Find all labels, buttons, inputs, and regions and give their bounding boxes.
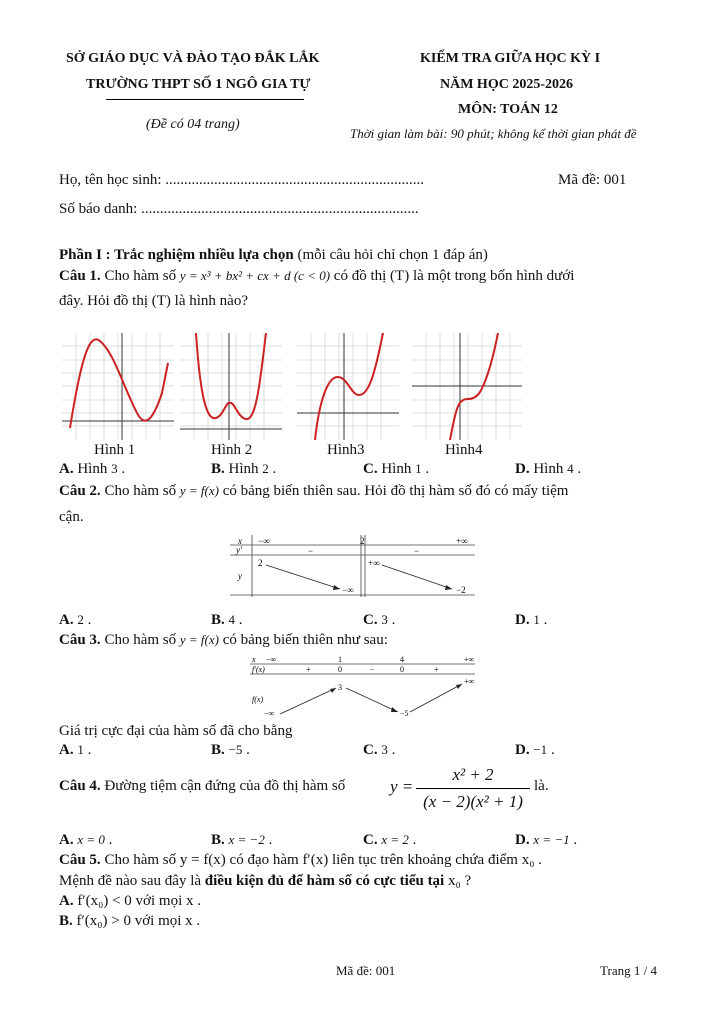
q4-option-a[interactable]: A. x = 0 . <box>59 832 113 848</box>
subject: MÔN: TOÁN 12 <box>458 102 558 117</box>
q2-right-top: +∞ <box>368 558 380 568</box>
graph-caption-4: Hình4 <box>445 442 483 458</box>
q3-sign-2: − <box>370 665 375 674</box>
q3-x-label: x <box>252 656 256 664</box>
q2-two: 2 <box>360 536 365 546</box>
q3-fx-label: f(x) <box>252 695 264 704</box>
q5-option-b[interactable]: B. f′(x₀) > 0 với mọi x . <box>59 913 201 929</box>
q3-neg-inf: −∞ <box>266 656 277 664</box>
q3-pos-inf: +∞ <box>464 656 475 664</box>
graph-caption-2: Hình 2 <box>211 442 253 458</box>
q2-option-a[interactable]: A. 2 . <box>59 612 92 628</box>
q1-graph-3 <box>297 333 399 440</box>
q2-x-label: x <box>238 536 242 546</box>
student-id-field: Số báo danh: .......................................................................... <box>59 201 419 217</box>
q2-stem: Câu 2. Cho hàm số y = f(x) có bảng biến thiên sau. Hỏi đồ thị hàm số đó có mấy tiệm <box>59 483 569 499</box>
q1-graph-1 <box>62 333 174 440</box>
q2-variation-table <box>230 535 475 597</box>
q3-sign-1: + <box>306 665 311 674</box>
q2-left-bottom: −∞ <box>342 585 354 595</box>
q3-option-d[interactable]: D. −1 . <box>515 742 555 758</box>
q4-tail: là. <box>534 778 549 794</box>
q3-fx-left: −∞ <box>264 709 275 718</box>
exam-code: Mã đề: 001 <box>558 172 627 188</box>
q2-left-top: 2 <box>258 558 263 568</box>
q2-neg-inf: −∞ <box>258 536 270 546</box>
q1-graph-4 <box>412 333 522 440</box>
q4-y: y = <box>390 777 414 796</box>
school-name: TRƯỜNG THPT SỐ 1 NGÔ GIA TỰ <box>86 77 311 92</box>
pages-note: (Đề có 04 trang) <box>146 117 240 132</box>
q3-fx-right: +∞ <box>464 677 475 686</box>
q3-option-b[interactable]: B. −5 . <box>211 742 250 758</box>
q4-option-b[interactable]: B. x = −2 . <box>211 832 273 848</box>
q1-stem: Câu 1. Cho hàm số y = x³ + bx² + cx + d (c < 0) có đồ thị (T) là một trong bốn hình dưới <box>59 268 575 284</box>
q3-x1: 1 <box>338 656 342 664</box>
q4-stem: Câu 4. Đường tiệm cận đứng của đồ thị hàm số <box>59 778 346 794</box>
student-name-field: Họ, tên học sinh: ..................................................................... <box>59 172 424 188</box>
q3-sign-3: + <box>434 665 439 674</box>
graph-caption-1: Hình 1 <box>94 442 136 458</box>
q3-zero-1: 0 <box>338 665 342 674</box>
footer-page: Trang 1 / 4 <box>600 963 657 978</box>
q1-option-a[interactable]: A. Hình 3 . <box>59 461 126 477</box>
q4-option-c[interactable]: C. x = 2 . <box>363 832 417 848</box>
header-divider <box>106 99 304 100</box>
q3-fp-label: f'(x) <box>252 665 265 674</box>
school-year: NĂM HỌC 2025-2026 <box>440 77 573 92</box>
q2-option-b[interactable]: B. 4 . <box>211 612 243 628</box>
q3-zero-2: 0 <box>400 665 404 674</box>
q3-fx-max: 3 <box>338 683 342 692</box>
q1-option-d[interactable]: D. Hình 4 . <box>515 461 582 477</box>
q5-stem-2: Mệnh đề nào sau đây là điều kiện đủ để hàm số có cực tiểu tại x₀ ? <box>59 873 472 889</box>
q1-stem-2: đây. Hỏi đồ thị (T) là hình nào? <box>59 293 248 309</box>
q2-y-label: y <box>238 571 242 581</box>
q2-yp-label: y' <box>236 545 242 555</box>
q2-stem-2: cận. <box>59 509 84 525</box>
q4-fraction-bar <box>416 788 530 789</box>
q4-fraction <box>416 764 530 813</box>
time-note: Thời gian làm bài: 90 phút; không kể thời gian phát đề <box>350 126 637 141</box>
q3-stem: Câu 3. Cho hàm số y = f(x) có bảng biến thiên như sau: <box>59 632 388 648</box>
q1-option-c[interactable]: C. Hình 1 . <box>363 461 430 477</box>
q1-option-b[interactable]: B. Hình 2 . <box>211 461 277 477</box>
graph-caption-3: Hình3 <box>327 442 365 458</box>
q4-numerator: x² + 2 <box>452 765 494 784</box>
q2-sign-1: − <box>308 546 314 556</box>
q5-option-a[interactable]: A. f′(x₀) < 0 với mọi x . <box>59 893 201 909</box>
q3-variation-table <box>250 656 475 718</box>
q3-question: Giá trị cực đại của hàm số đã cho bằng <box>59 723 293 739</box>
q2-sign-2: − <box>414 546 420 556</box>
department-name: SỞ GIÁO DỤC VÀ ĐÀO TẠO ĐẮK LẮK <box>66 51 320 66</box>
q3-fx-min: −5 <box>400 709 409 718</box>
q4-denominator: (x − 2)(x² + 1) <box>423 792 523 811</box>
q3-option-c[interactable]: C. 3 . <box>363 742 396 758</box>
q2-option-d[interactable]: D. 1 . <box>515 612 548 628</box>
q5-stem: Câu 5. Cho hàm số y = f(x) có đạo hàm f′(x) liên tục trên khoảng chứa điểm x₀ . <box>59 852 542 868</box>
q3-option-a[interactable]: A. 1 . <box>59 742 92 758</box>
q4-option-d[interactable]: D. x = −1 . <box>515 832 578 848</box>
q2-option-c[interactable]: C. 3 . <box>363 612 396 628</box>
footer-code: Mã đề: 001 <box>336 963 396 978</box>
exam-title: KIỂM TRA GIỮA HỌC KỲ I <box>420 51 601 66</box>
q2-right-bottom: −2 <box>456 585 466 595</box>
q1-graph-2 <box>180 333 282 440</box>
q2-pos-inf: +∞ <box>456 536 468 546</box>
q3-x2: 4 <box>400 656 404 664</box>
part1-heading: Phần I : Trắc nghiệm nhiều lựa chọn (mỗi câu hỏi chỉ chọn 1 đáp án) <box>59 247 488 263</box>
